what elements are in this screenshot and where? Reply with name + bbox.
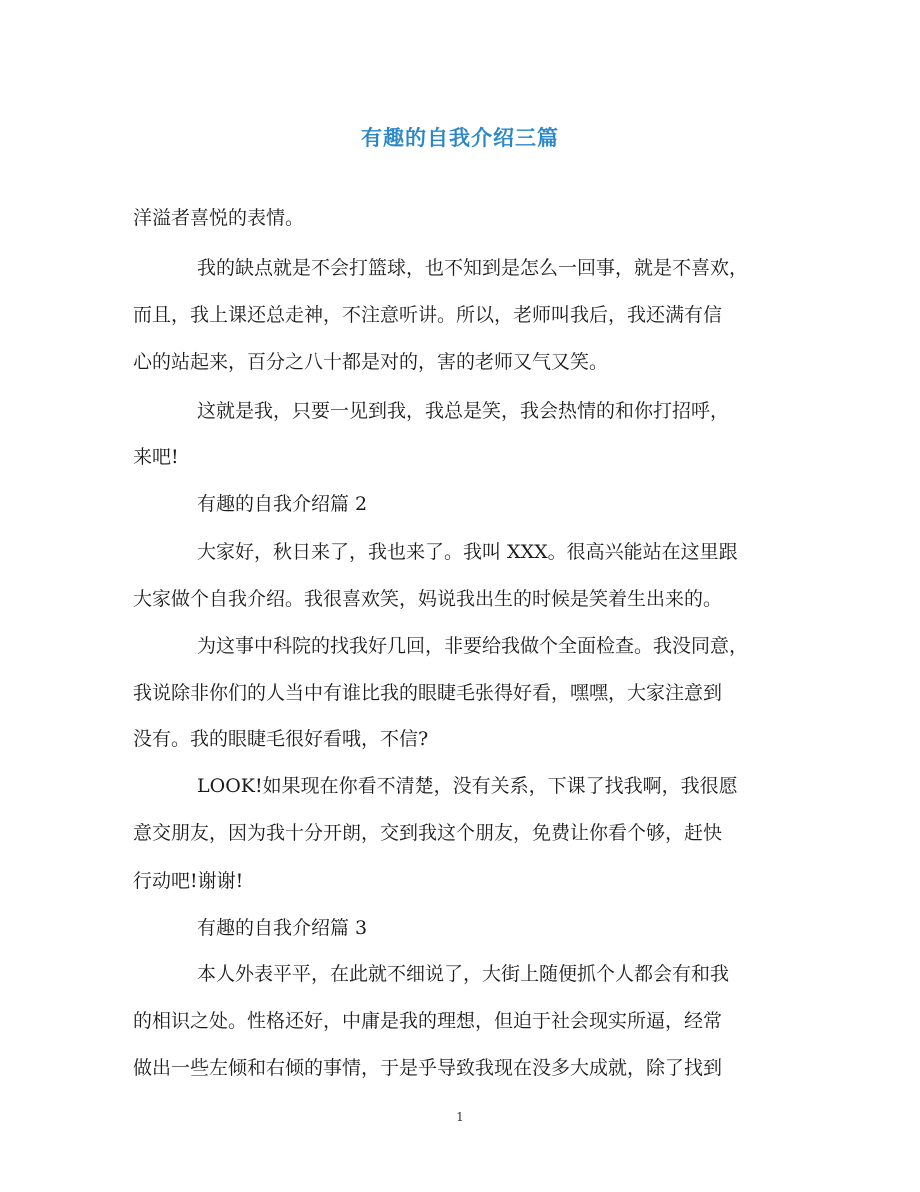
text-line: 心的站起来，百分之八十都是对的，害的老师又气又笑。 (133, 351, 609, 373)
text-line: LOOK!如果现在你看不清楚，没有关系，下课了找我啊，我很愿 (197, 775, 738, 797)
text-line: 这就是我，只要一见到我，我总是笑，我会热情的和你打招呼， (197, 400, 730, 422)
text-line: 而且，我上课还总走神，不注意听讲。所以，老师叫我后，我还满有信 (133, 304, 723, 326)
text-line: 我说除非你们的人当中有谁比我的眼睫毛张得好看，嘿嘿，大家注意到 (133, 682, 723, 704)
text-line: 的相识之处。性格还好，中庸是我的理想，但迫于社会现实所逼，经常 (133, 1010, 723, 1032)
document-title: 有趣的自我介绍三篇 (361, 125, 559, 150)
section-heading: 有趣的自我介绍篇 3 (197, 917, 368, 939)
text-line: 做出一些左倾和右倾的事情，于是乎导致我现在没多大成就，除了找到 (133, 1057, 723, 1079)
text-line: 我的缺点就是不会打篮球，也不知到是怎么一回事，就是不喜欢， (197, 257, 749, 279)
text-line: 来吧! (133, 446, 179, 468)
text-line: 大家好，秋日来了，我也来了。我叫 XXX。很高兴能站在这里跟 (197, 541, 738, 563)
text-line: 本人外表平平，在此就不细说了，大街上随便抓个人都会有和我 (197, 963, 730, 985)
page-number: 1 (456, 1110, 464, 1124)
text-line: 没有。我的眼睫毛很好看哦，不信? (133, 728, 429, 750)
text-line: 大家做个自我介绍。我很喜欢笑，妈说我出生的时候是笑着生出来的。 (133, 588, 723, 610)
text-line: 行动吧!谢谢! (133, 870, 244, 892)
text-line: 洋溢者喜悦的表情。 (133, 207, 305, 229)
text-line: 意交朋友，因为我十分开朗，交到我这个朋友，免费让你看个够，赶快 (133, 822, 723, 844)
section-heading: 有趣的自我介绍篇 2 (197, 493, 368, 515)
text-line: 为这事中科院的找我好几回，非要给我做个全面检查。我没同意， (197, 635, 749, 657)
